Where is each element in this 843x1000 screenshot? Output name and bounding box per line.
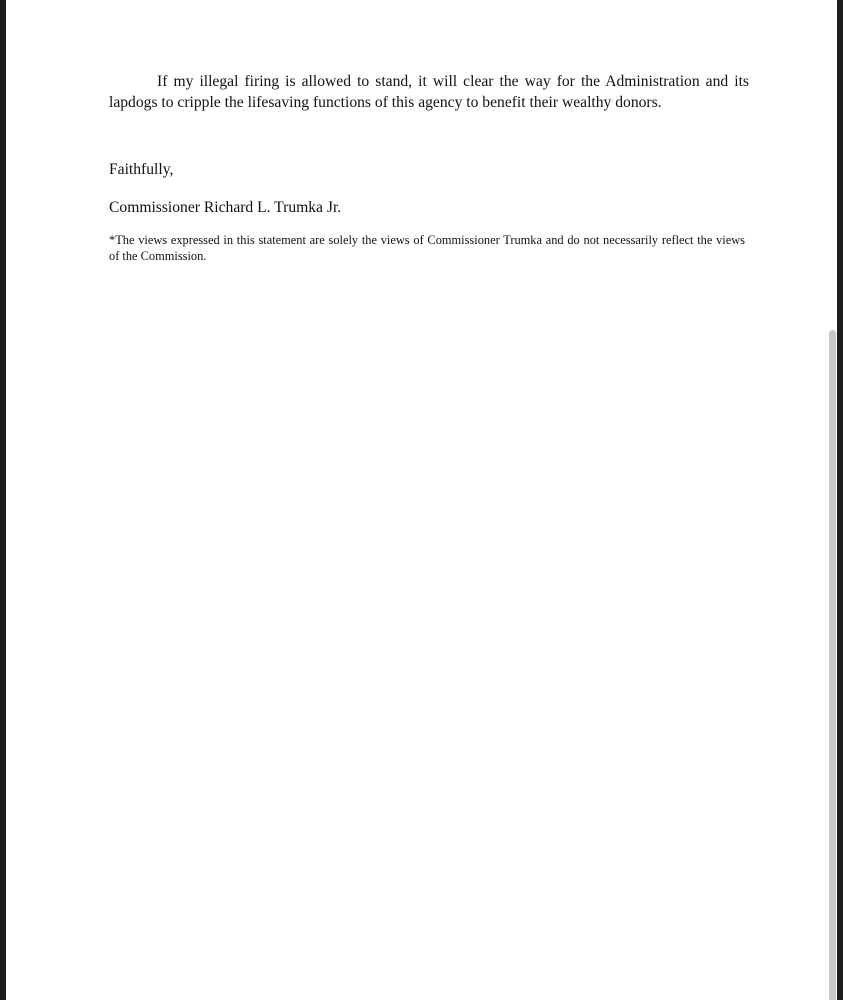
scrollbar-thumb[interactable]	[829, 330, 836, 1000]
document-page	[6, 0, 827, 1000]
viewer-right-edge	[837, 0, 843, 1000]
signature-line: Commissioner Richard L. Trumka Jr.	[109, 199, 342, 216]
body-paragraph: If my illegal firing is allowed to stand, it will clear the way for the Administration and its lapdogs to cripple the lifesaving functions of this agency to benefit their wealthy donors.	[109, 73, 749, 111]
closing-line: Faithfully,	[109, 161, 174, 178]
footnote: *The views expressed in this statement are solely the views of Commissioner Trumka and do not necessarily reflect the views of the Commission.	[109, 233, 745, 263]
